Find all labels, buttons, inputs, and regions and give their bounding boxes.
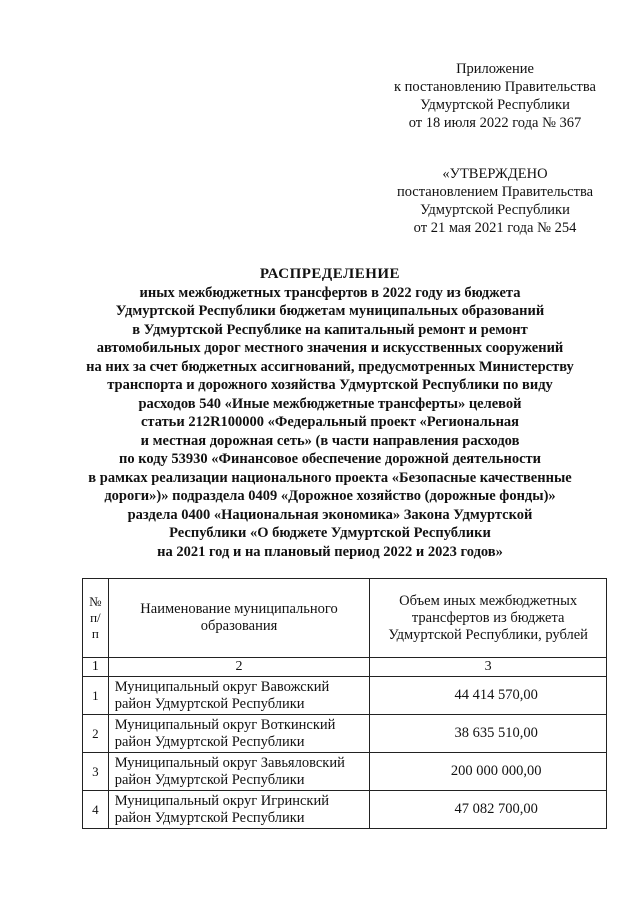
header-name: Наименование муниципального образования xyxy=(108,579,370,658)
approval-line-3: Удмуртской Республики xyxy=(420,202,570,218)
row-number: 3 xyxy=(83,753,109,791)
attachment-line-1: Приложение xyxy=(456,61,534,77)
table-row xyxy=(83,677,607,715)
title-line: в Удмуртской Республике на капитальный ремонт и ремонт xyxy=(132,321,528,338)
row-amount: 38 635 510,00 xyxy=(370,715,607,753)
document-title xyxy=(40,265,620,561)
row-number: 1 xyxy=(83,677,109,715)
approval-line-1: «УТВЕРЖДЕНО xyxy=(442,166,548,182)
title-line: в рамках реализации национального проекта «Безопасные качественные xyxy=(88,469,572,486)
approval-line-2: постановлением Правительства xyxy=(396,184,594,200)
attachment-line-3: Удмуртской Республики xyxy=(420,97,570,113)
title-line: на 2021 год и на плановый период 2022 и 2023 годов» xyxy=(157,543,503,560)
column-number-3: 3 xyxy=(370,658,607,677)
title-line: иных межбюджетных трансфертов в 2022 году из бюджета xyxy=(139,284,521,301)
column-number-1: 1 xyxy=(83,658,109,677)
header-number xyxy=(83,579,109,658)
header-amount: Объем иных межбюджетных трансфертов из бюджета Удмуртской Республики, рублей xyxy=(370,579,607,658)
title-line: Удмуртской Республики бюджетам муниципальных образований xyxy=(115,303,545,319)
row-amount: 200 000 000,00 xyxy=(370,753,607,791)
title-line: раздела 0400 «Национальная экономика» Закона Удмуртской xyxy=(127,506,533,523)
row-number: 4 xyxy=(83,791,109,829)
table-row xyxy=(83,791,607,829)
distribution-table xyxy=(82,578,607,829)
title-heading: РАСПРЕДЕЛЕНИЕ xyxy=(259,266,401,282)
title-line: статьи 212R100000 «Федеральный проект «Региональная xyxy=(140,414,520,430)
row-amount: 47 082 700,00 xyxy=(370,791,607,829)
table-row xyxy=(83,753,607,791)
row-number: 2 xyxy=(83,715,109,753)
row-municipality: Муниципальный округ Воткинский район Удмуртской Республики xyxy=(108,715,370,753)
title-line: расходов 540 «Иные межбюджетные трансферты» целевой xyxy=(138,395,522,412)
attachment-block xyxy=(380,60,610,132)
row-amount: 44 414 570,00 xyxy=(370,677,607,715)
title-line: на них за счет бюджетных ассигнований, предусмотренных Министерству xyxy=(86,358,574,375)
row-municipality: Муниципальный округ Завьяловский район Удмуртской Республики xyxy=(108,753,370,791)
header-number-sign: № xyxy=(89,594,102,609)
title-line: дороги»)» подраздела 0409 «Дорожное хозяйство (дорожные фонды)» xyxy=(104,488,556,504)
header-number-abbrev: п/п xyxy=(90,610,101,641)
title-line: автомобильных дорог местного значения и искусственных сооружений xyxy=(96,340,564,356)
row-municipality: Муниципальный округ Вавожский район Удмуртской Республики xyxy=(108,677,370,715)
attachment-line-4: от 18 июля 2022 года № 367 xyxy=(408,115,582,131)
title-line: по коду 53930 «Финансовое обеспечение дорожной деятельности xyxy=(119,451,541,467)
approval-line-4: от 21 мая 2021 года № 254 xyxy=(413,220,577,236)
attachment-line-2: к постановлению Правительства xyxy=(394,79,596,95)
table-row xyxy=(83,715,607,753)
title-line: транспорта и дорожного хозяйства Удмуртской Республики по виду xyxy=(107,377,553,393)
row-municipality: Муниципальный округ Игринский район Удмуртской Республики xyxy=(108,791,370,829)
title-line: и местная дорожная сеть» (в части направления расходов xyxy=(140,432,520,449)
column-number-2: 2 xyxy=(108,658,370,677)
approval-block xyxy=(380,165,610,237)
title-line: Республики «О бюджете Удмуртской Республики xyxy=(169,525,491,541)
table-header-row xyxy=(83,579,607,658)
column-number-row xyxy=(83,658,607,677)
